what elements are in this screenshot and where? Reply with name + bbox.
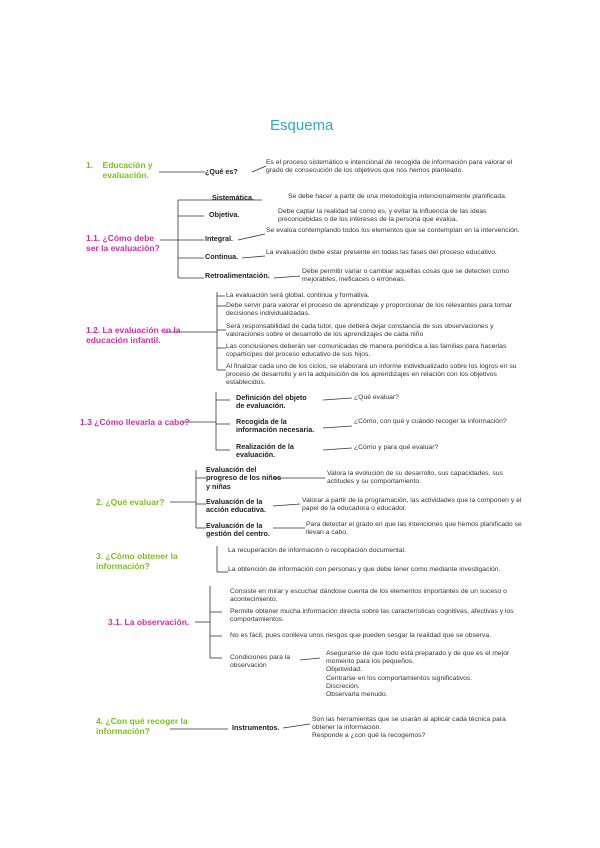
section-1-3-heading: 1.3 ¿Cómo llevarla a cabo?: [80, 417, 190, 427]
s11-item-text: La evaluación debe estar presente en todas las fases del proceso educativo.: [266, 249, 497, 256]
s13-item-label: Definición del objeto de evaluación.: [236, 393, 307, 411]
s2-item-label: Evaluación del progreso de los niños y niñas: [206, 465, 282, 491]
page-title: Esquema: [270, 117, 334, 134]
section-1-2-heading: 1.2. La evaluación en la educación infantil.: [86, 325, 181, 345]
s13-item-label: Recogida de la información necesaria.: [236, 417, 315, 435]
s13-item-text: ¿Qué evaluar?: [354, 394, 399, 401]
s2-item-label: Evaluación de la acción educativa.: [206, 497, 266, 515]
s12-item: Las conclusiones deberán ser comunicadas de manera periódica a las familias para hacerlas copartícipes del proceso educativo de sus hijos.: [226, 343, 507, 359]
s11-item-text: Se debe hacer a partir de una metodología intencionalmente planificada.: [288, 193, 507, 200]
s2-item-text: Valorar a partir de la programación, las actividades que la componen y el papel de la educadora o educador.: [302, 497, 522, 513]
s1-answer: Es el proceso sistemático e intencional de recogida de información para valorar el grado de consecución de los objetivos que nos hemos planteado.: [266, 159, 513, 175]
s11-item-label: Continua.: [205, 252, 239, 261]
section-1-heading: 1. Educación y evaluación.: [86, 160, 153, 180]
section-2-heading: 2. ¿Qué evaluar?: [96, 497, 165, 507]
section-3-1-heading: 3.1. La observación.: [108, 617, 190, 627]
s3-item: La obtención de información con personas y que debe tener como mediante investigación.: [228, 566, 501, 573]
s11-item-text: Se evalúa contemplando todos los elementos que se contemplan en la intervención.: [266, 227, 520, 234]
s13-item-text: ¿Cómo y para qué evaluar?: [354, 444, 439, 451]
s31-conditions-label: Condiciones para la observación: [230, 654, 291, 670]
s13-item-label: Realización de la evaluación.: [236, 442, 294, 460]
s31-conditions: Asegurarse de que todo está preparado y de que es el mejor momento para los pequeños. Objetividad. Centrarse en los comportamientos significativos. Discreción. Observarla menudo.: [326, 650, 510, 699]
s2-item-text: Para detectar el grado en que las intenciones que hemos planificado se llevan a cabo.: [306, 521, 522, 537]
s13-item-text: ¿Cómo, con qué y cuándo recoger la información?: [354, 418, 507, 425]
s11-item-text: Debe permitir variar o cambiar aquellas cosas que se detecten como mejorables, ineficaces o erróneas.: [302, 268, 510, 284]
s2-item-label: Evaluación de la gestión del centro.: [206, 521, 270, 539]
s12-item: Debe servir para valorar el proceso de aprendizaje y proporcionar de los relevantes para tomar decisiones individualizadas.: [226, 302, 512, 318]
s31-item: No es fácil, pues conlleva unos riesgos que pueden sesgar la realidad que se observa.: [230, 632, 492, 639]
s11-item-text: Debe captar la realidad tal como es, y evitar la influencia de las ideas preconcebidas o de los intereses de la persona que evalúa.: [278, 208, 487, 224]
section-4-heading: 4. ¿Con qué recoger la información?: [96, 716, 188, 736]
s4-label: Instrumentos.: [232, 723, 280, 732]
s11-item-label: Sistemática.: [212, 193, 254, 202]
section-3-heading: 3. ¿Cómo obtener la información?: [96, 551, 178, 571]
s11-item-label: Retroalimentación.: [205, 271, 270, 280]
s11-item-label: Objetiva.: [209, 210, 240, 219]
s2-item-text: Valora la evolución de su desarrollo, sus capacidades, sus actitudes y su comportamiento.: [327, 470, 503, 486]
s12-item: La evaluación será global, continua y formativa.: [226, 292, 370, 299]
s1-question: ¿Qué es?: [205, 167, 238, 176]
s3-item: La recuperación de información o recopilación documental.: [228, 547, 406, 554]
s31-item: Consiste en mirar y escuchar dándose cuenta de los elementos importantes de un suceso o acontecimiento.: [230, 588, 507, 604]
s31-item: Permite obtener mucha información directa sobre las características cognitivas, afectivas y los comportamientos.: [230, 608, 514, 624]
s12-item: Al finalizar cada uno de los ciclos, se elaborará un informe individualizado sobre los logros en su proceso de desarrollo y en la adquisición de los aprendizajes en relación con los objetivos establecidos.: [226, 363, 517, 387]
s12-item: Será responsabilidad de cada tutor, que deberá dejar constancia de sus observaciones y valoraciones sobre el desarrollo de los aprendizajes de cada niño: [226, 323, 494, 339]
s4-text: Son las herramientas que se usarán al aplicar cada técnica para obtener la información. Responde a ¿con qué la recogemos?: [312, 716, 506, 740]
s11-item-label: Integral.: [205, 234, 233, 243]
section-1-1-heading: 1.1. ¿Cómo debe ser la evaluación?: [86, 233, 160, 253]
